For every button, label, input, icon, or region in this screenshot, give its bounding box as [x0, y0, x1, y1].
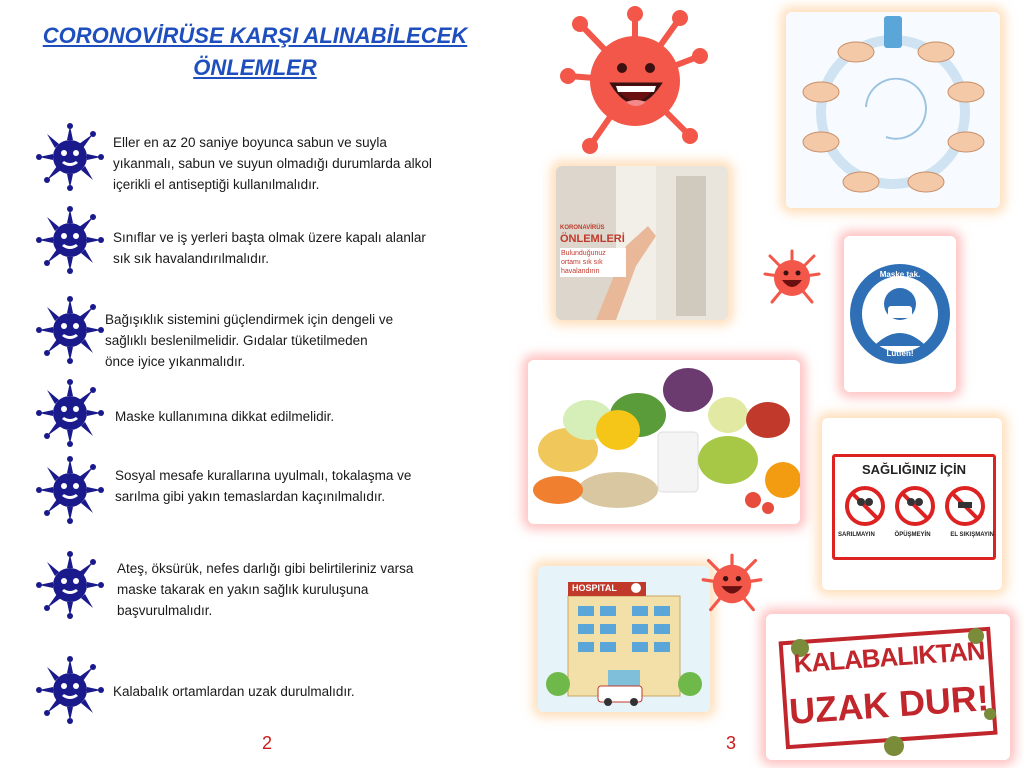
- page-title: [20, 20, 490, 84]
- ventilation-caption-2: ÖNLEMLERİ: [560, 233, 625, 245]
- item-text: Ateş, öksürük, nefes darlığı gibi belirtileriniz varsa maske takarak en yakın sağlık kuruluşuna başvurulmalıdır.: [117, 561, 414, 618]
- stamp-image: [766, 614, 1010, 760]
- hospital-sign-text: HOSPITAL: [572, 583, 617, 593]
- virus-splat-icon: [35, 378, 105, 448]
- vegetables-image: [528, 360, 800, 524]
- page-number-right: 3: [726, 733, 737, 753]
- ventilation-caption-1: KORONAVİRÜS: [560, 225, 605, 231]
- virus-splat-icon: [35, 122, 105, 192]
- cartoon-virus-icon: [560, 6, 710, 156]
- virus-splat-icon: [35, 550, 105, 620]
- item-text: Eller en az 20 saniye boyunca sabun ve suyla yıkanmalı, sabun ve suyun olmadığı durumlarda alkol içerikli el antiseptiği kullanılmalıdır.: [113, 135, 432, 192]
- health-sign-label-3: EL SIKIŞMAYIN: [950, 532, 994, 538]
- item-text: Sosyal mesafe kurallarına uyulmalı, tokalaşma ve sarılma gibi yakın temaslardan kaçınılmalıdır.: [115, 468, 412, 504]
- mask-sign-image: [844, 236, 956, 392]
- item-text: Bağışıklık sistemini güçlendirmek için dengeli ve sağlıklı beslenilmelidir. Gıdalar tüketilmeden önce iyice yıkanmalıdır.: [105, 312, 394, 369]
- ventilation-image: [556, 166, 728, 320]
- page-number-left: 2: [262, 733, 273, 753]
- item-text: Sınıflar ve iş yerleri başta olmak üzere kapalı alanlar sık sık havalandırılmalıdır.: [113, 230, 426, 266]
- handwashing-image: [786, 12, 1000, 208]
- virus-splat-icon: [35, 655, 105, 725]
- health-sign-heading: SAĞLIĞINIZ İÇİN: [862, 462, 966, 477]
- ventilation-caption-3: Bulunduğunuz: [561, 250, 606, 257]
- title-line-1: CORONOVİRÜSE KARŞI ALINABİLECEK: [42, 23, 468, 48]
- ventilation-caption-4: ortamı sık sık: [561, 259, 603, 266]
- health-sign-label-1: SARILMAYIN: [838, 532, 875, 538]
- item-text: Kalabalık ortamlardan uzak durulmalıdır.: [113, 684, 355, 699]
- health-sign-label-2: ÖPÜŞMEYİN: [894, 532, 931, 538]
- small-virus-icon: [762, 248, 822, 308]
- virus-splat-icon: [35, 295, 105, 365]
- item-text: Maske kullanımına dikkat edilmelidir.: [115, 409, 335, 424]
- virus-splat-icon: [35, 205, 105, 275]
- health-sign-image: [822, 418, 1002, 590]
- mask-sign-top-text: Maske tak.: [879, 270, 921, 279]
- stamp-line-1: KALABALIKTAN: [792, 635, 986, 679]
- ventilation-caption-5: havalandırın: [561, 268, 600, 275]
- title-line-2: ÖNLEMLER: [193, 55, 317, 80]
- small-virus-icon: [700, 552, 764, 616]
- hospital-image: [538, 566, 710, 712]
- mask-sign-bottom-text: Lütfen!: [886, 349, 914, 358]
- stamp-line-2: UZAK DUR!: [787, 677, 991, 732]
- virus-splat-icon: [35, 455, 105, 525]
